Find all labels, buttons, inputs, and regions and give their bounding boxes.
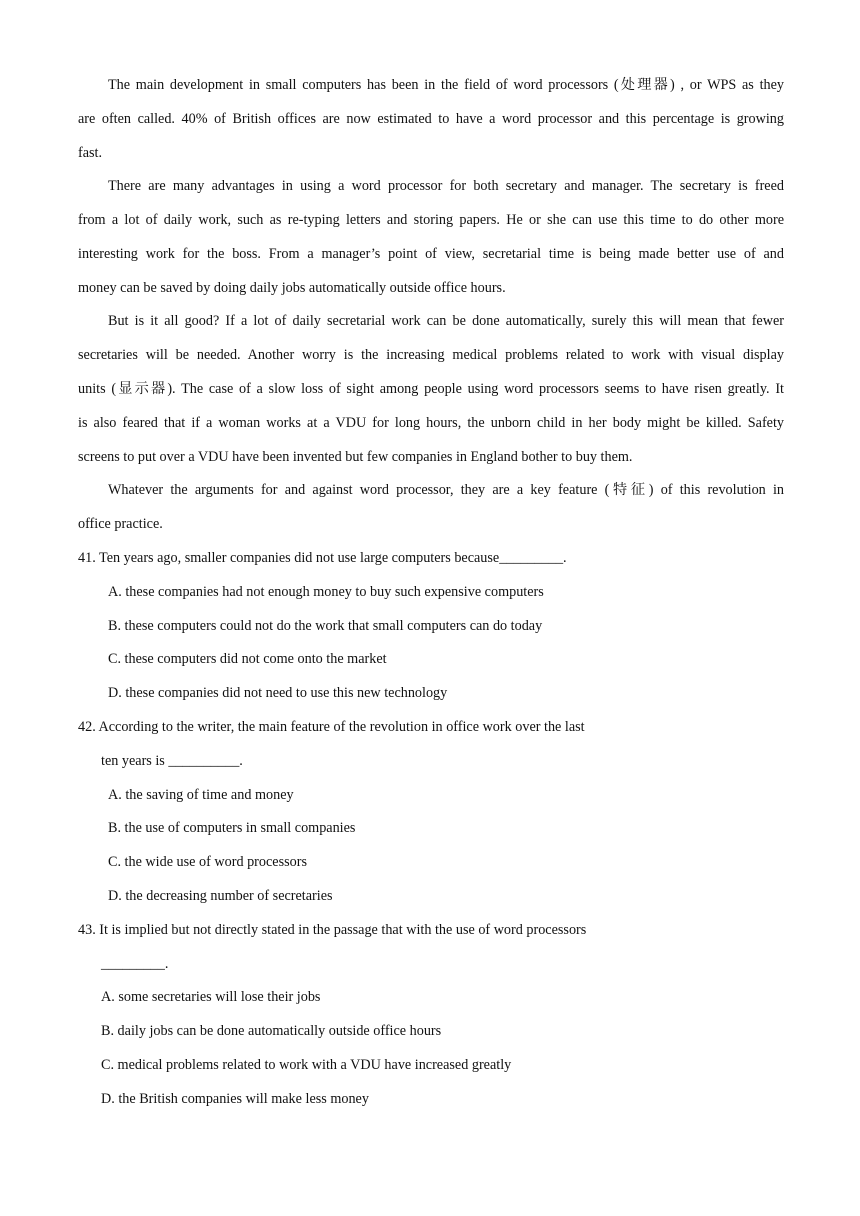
passage-p3-line5: screens to put over a VDU have been invented but few companies in England bother to buy them. (78, 449, 633, 465)
question-41-option-a: A. these companies had not enough money to buy such expensive computers (108, 584, 544, 600)
passage-p2-line1: There are many advantages in using a word processor for both secretary and manager. The secretary is freed (108, 178, 784, 194)
question-42-option-a: A. the saving of time and money (108, 787, 294, 803)
passage-p2-line4: money can be saved by doing daily jobs automatically outside office hours. (78, 280, 506, 296)
question-43-option-c: C. medical problems related to work with a VDU have increased greatly (101, 1057, 512, 1073)
question-41-option-d: D. these companies did not need to use this new technology (108, 685, 448, 701)
question-41-option-c: C. these computers did not come onto the market (108, 651, 387, 667)
question-43-option-a: A. some secretaries will lose their jobs (101, 989, 321, 1005)
passage-p1-line1: The main development in small computers has been in the field of word processors (处理器) , or WPS as they (108, 77, 784, 93)
passage-p4-line2: office practice. (78, 516, 163, 532)
question-42-option-b: B. the use of computers in small companies (108, 820, 356, 836)
question-43-stem-line2: _________. (101, 956, 169, 972)
question-41-option-b: B. these computers could not do the work that small computers can do today (108, 618, 543, 634)
passage-p1-line2: are often called. 40% of British offices are now estimated to have a word processor and this percentage is growing (78, 111, 784, 127)
question-41-stem: 41. Ten years ago, smaller companies did not use large computers because_________. (78, 550, 567, 566)
question-43-option-b: B. daily jobs can be done automatically outside office hours (101, 1023, 442, 1039)
passage-p4-line1: Whatever the arguments for and against word processor, they are a key feature (特征) of this revolution in (108, 482, 785, 498)
question-42-stem-line1: 42. According to the writer, the main feature of the revolution in office work over the last (78, 719, 585, 735)
passage-p3-line1: But is it all good? If a lot of daily secretarial work can be done automatically, surely this will mean that fewer (108, 313, 784, 329)
question-42-stem-line2: ten years is __________. (101, 753, 243, 769)
passage-p3-line3: units (显示器). The case of a slow loss of sight among people using word processors seems to have risen greatly. It (78, 381, 784, 397)
passage-p3-line2: secretaries will be needed. Another worry is the increasing medical problems related to work with visual display (78, 347, 784, 363)
passage-p1-line3: fast. (78, 145, 103, 161)
question-42-option-c: C. the wide use of word processors (108, 854, 307, 870)
passage-p2-line2: from a lot of daily work, such as re-typing letters and storing papers. He or she can use this time to do other more (78, 212, 784, 228)
question-42-option-d: D. the decreasing number of secretaries (108, 888, 333, 904)
passage-p2-line3: interesting work for the boss. From a manager’s point of view, secretarial time is being made better use of and (78, 246, 784, 262)
passage-p3-line4: is also feared that if a woman works at a VDU for long hours, the unborn child in her body might be killed. Safety (78, 415, 784, 431)
question-43-stem-line1: 43. It is implied but not directly stated in the passage that with the use of word processors (78, 922, 587, 938)
question-43-option-d: D. the British companies will make less money (101, 1091, 369, 1107)
